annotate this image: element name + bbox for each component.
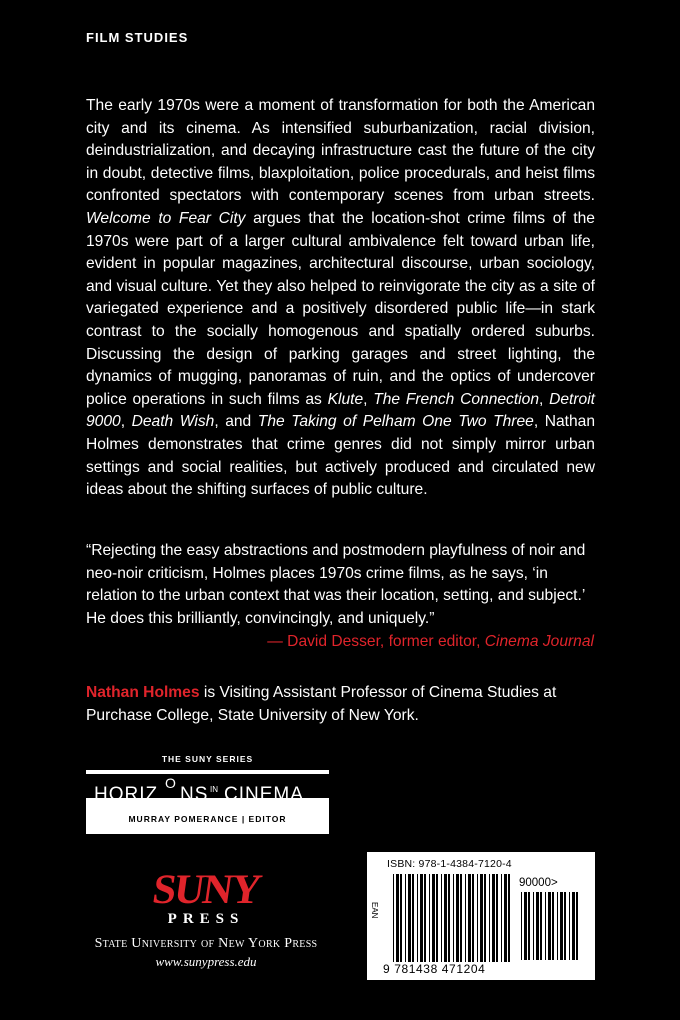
barcode-bar [396, 874, 399, 962]
separator: , [539, 390, 550, 408]
barcode-bar [436, 874, 438, 962]
barcode-bar [420, 874, 423, 962]
barcode-bar [528, 892, 530, 960]
separator: , [120, 413, 132, 431]
series-band [86, 770, 329, 834]
separator: , [363, 390, 374, 408]
publisher-name: State University of New York Press [94, 936, 318, 951]
book-title: Welcome to Fear City [86, 209, 246, 227]
barcode-bar [524, 892, 527, 960]
barcode-bar [564, 892, 566, 960]
barcode-bar [536, 892, 539, 960]
barcode-bar [408, 874, 411, 962]
price-barcode [519, 892, 579, 962]
series-horizon-o: O [165, 775, 176, 791]
barcode-bar [480, 874, 483, 962]
series-horizon [86, 774, 329, 806]
barcode-bar [484, 874, 486, 962]
barcode-bar [468, 874, 471, 962]
series-logo [86, 750, 329, 836]
barcode-bar [448, 874, 450, 962]
barcode-bar [557, 892, 558, 960]
film-title: The French Connection [373, 390, 539, 408]
isbn-text: ISBN: 978-1-4384-7120-4 [387, 858, 512, 870]
series-horizon-ns: NS [180, 784, 209, 805]
barcode-bar [572, 892, 575, 960]
barcode-box [367, 852, 595, 980]
endorsement-quote: “Rejecting the easy abstractions and postmodern playfulness of noir and neo-noir criticism, Holmes places 1970s crime films, as he says, ‘in relation to the urban context that was their location, setting, and subject.’ He does this brilliantly, convincingly, and uniquely.” [86, 542, 586, 627]
separator: , and [214, 413, 258, 431]
barcode-bar [417, 874, 418, 962]
barcode-digits: 9 781438 471204 [383, 962, 486, 976]
ean-label: EAN [370, 902, 379, 919]
barcode-bar [533, 892, 534, 960]
barcode-bar [465, 874, 466, 962]
barcode-bar [424, 874, 426, 962]
barcode-bar [501, 874, 502, 962]
barcode-bar [552, 892, 554, 960]
barcode-bar [432, 874, 435, 962]
barcode-bar [576, 892, 578, 960]
barcode-bar [453, 874, 454, 962]
barcode-bar [412, 874, 414, 962]
barcode-bar [477, 874, 478, 962]
series-horizon-graphic [86, 774, 329, 806]
suny-logo-text: SUNY [149, 867, 263, 913]
series-horizon-left: HORIZ [94, 784, 159, 805]
barcode-bar [508, 874, 510, 962]
barcode-bar [540, 892, 542, 960]
description-part-1: The early 1970s were a moment of transformation for both the American city and its cinema. As intensified suburbanization, racial division, deindustrialization, and decaying infrastructure cast the future of the city in doubt, detective films, blaxploitation, police procedurals, and heist films confronted spectators with contemporary scenes from urban streets. [86, 97, 595, 205]
barcode-bar [456, 874, 459, 962]
attribution-author: — David Desser, former editor, [267, 633, 485, 650]
publisher-url: www.sunypress.edu [155, 954, 257, 969]
isbn-barcode [391, 874, 513, 962]
author-bio [86, 682, 595, 727]
barcode-bar [521, 892, 522, 960]
category-label: FILM STUDIES [86, 30, 189, 45]
film-title: Klute [327, 390, 364, 408]
series-horizon-right: CINEMA [224, 784, 304, 805]
description-part-3: , Nathan Holmes demonstrates that crime genres did not simply mirror urban settings and social realities, but actively produced and circulated new ideas about the shifting surfaces of public culture. [86, 413, 595, 499]
barcode-bar [444, 874, 447, 962]
film-title: Death Wish [131, 413, 215, 431]
price-code: 90000> [519, 877, 558, 889]
barcode-bar [472, 874, 474, 962]
barcode-bar [560, 892, 563, 960]
publisher-logo [86, 867, 326, 970]
quote-attribution [267, 633, 594, 651]
barcode-bar [393, 874, 394, 962]
barcode-bar [489, 874, 490, 962]
barcode-bar [504, 874, 507, 962]
barcode-bar [548, 892, 551, 960]
barcode-bar [429, 874, 430, 962]
barcode-bar [400, 874, 402, 962]
book-description [86, 95, 595, 502]
barcode-bar [569, 892, 570, 960]
barcode-bar [492, 874, 495, 962]
description-part-2: argues that the location-shot crime films of the 1970s were part of a larger cultural ambivalence felt toward urban life, evident in popular magazines, architectural discourse, urban sociology, and visual culture. Yet they also helped to reinvigorate the city as a site of variegated experience and a positively disordered public life—in stark contrast to the socially homogenous and spatially ordered suburbs. Discussing the design of parking garages and street lighting, the dynamics of mugging, panoramas of ruin, and the optics of undercover police operations in such films as [86, 209, 595, 408]
author-bio-text: is Visiting Assistant Professor of Cinema Studies at Purchase College, State University of New York. [86, 684, 557, 724]
attribution-journal: Cinema Journal [484, 633, 594, 650]
barcode-bar [441, 874, 442, 962]
barcode-bar [405, 874, 406, 962]
barcode-bar [496, 874, 498, 962]
series-editor: MURRAY POMERANCE | EDITOR [128, 814, 287, 824]
barcode-bar [460, 874, 462, 962]
press-logo-text: PRESS [167, 911, 245, 927]
film-title: The Taking of Pelham One Two Three [257, 413, 534, 431]
film-title: Detroit 9000 [86, 390, 596, 431]
author-name: Nathan Holmes [86, 684, 200, 701]
barcode-bar [545, 892, 546, 960]
series-horizon-in: IN [210, 785, 218, 794]
series-top-label: THE SUNY SERIES [161, 754, 254, 764]
